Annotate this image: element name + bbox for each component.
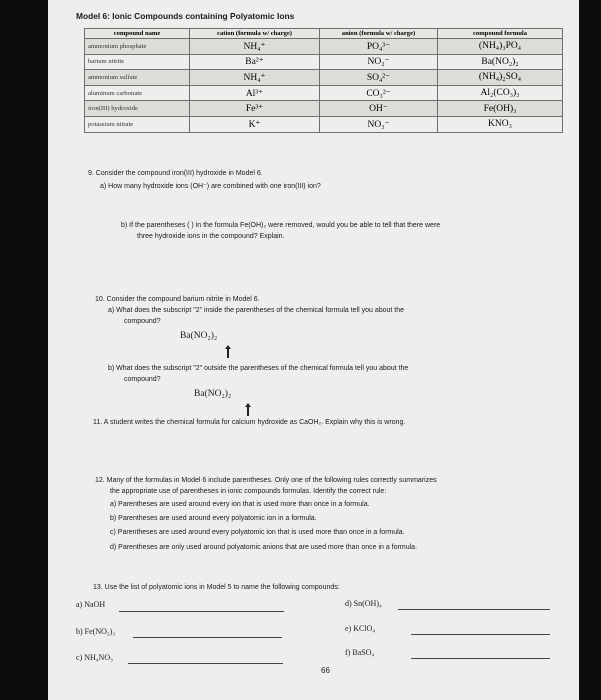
q9-part-b-line2: three hydroxide ions in the compound? Explain. [137, 233, 285, 240]
q10-stem: 10. Consider the compound barium nitrite in Model 6. [95, 296, 260, 303]
q13-item-c: c) NH₄NO₃ [76, 653, 113, 662]
cell-cation: Ba²⁺ [190, 54, 320, 70]
q13-answer-line-c[interactable] [128, 663, 283, 664]
cell-name: aluminum carbonate [85, 85, 190, 101]
header-anion: anion (formula w/ charge) [320, 29, 438, 39]
cell-formula: (NH₄)₃PO₄ [438, 39, 563, 55]
cell-name: ammonium phosphate [85, 39, 190, 55]
cell-formula: KNO₃ [438, 116, 563, 132]
arrow-inside-subscript [227, 348, 229, 358]
q11-text: 11. A student writes the chemical formula for calcium hydroxide as CaOH₂. Explain why this is wrong. [93, 419, 406, 426]
cell-formula: Fe(OH)₃ [438, 101, 563, 117]
cell-formula: (NH₄)₂SO₄ [438, 70, 563, 86]
q13-item-a: a) NaOH [76, 600, 106, 609]
q12-option-d: d) Parentheses are only used around polyatomic anions that are used more than once in a formula. [110, 544, 418, 551]
cell-anion: PO₄³⁻ [320, 39, 438, 55]
cell-name: potassium nitrate [85, 116, 190, 132]
q12-option-a: a) Parentheses are used around every ion that is used more than once in a formula. [110, 501, 370, 508]
header-compound-formula: compound formula [438, 29, 563, 39]
ion-table [84, 28, 563, 133]
cell-anion: OH⁻ [320, 101, 438, 117]
q13-item-f: f) BaSO₄ [345, 648, 375, 657]
header-compound-name: compound name [85, 29, 190, 39]
table-row [85, 70, 563, 86]
q10-part-a-line2: compound? [124, 318, 161, 325]
q12-stem-line1: 12. Many of the formulas in Model 6 include parentheses. Only one of the following rules correctly summarizes [95, 477, 437, 484]
cell-name: ammonium sulfate [85, 70, 190, 86]
q10-part-b-line2: compound? [124, 376, 161, 383]
table-row [85, 54, 563, 70]
q9-stem: 9. Consider the compound iron(III) hydroxide in Model 6. [88, 170, 263, 177]
cell-cation: NH₄⁺ [190, 70, 320, 86]
q13-answer-line-b[interactable] [133, 637, 282, 638]
cell-formula: Al₂(CO₃)₃ [438, 85, 563, 101]
model-title: Model 6: Ionic Compounds containing Polyatomic Ions [76, 11, 295, 21]
cell-name: barium nitrite [85, 54, 190, 70]
q12-option-c: c) Parentheses are used around every polyatomic ion that is used more than once in a formula. [110, 529, 405, 536]
q10-part-b-line1: b) What does the subscript "2" outside the parentheses of the chemical formula tell you about the [108, 365, 409, 372]
q13-answer-line-d[interactable] [398, 609, 550, 610]
cell-cation: Al³⁺ [190, 85, 320, 101]
q10-formula-a: Ba(NO₂)₂ [180, 331, 218, 341]
cell-anion: CO₃²⁻ [320, 85, 438, 101]
q9-part-b-line1: b) If the parentheses ( ) in the formula Fe(OH)₃ were removed, would you be able to tell that there were [121, 222, 441, 229]
q13-answer-line-f[interactable] [411, 658, 550, 659]
q13-item-d: d) Sn(OH)₄ [345, 599, 382, 608]
q10-formula-b: Ba(NO₂)₂ [194, 389, 232, 399]
cell-anion: NO₃⁻ [320, 116, 438, 132]
cell-name: iron(III) hydroxide [85, 101, 190, 117]
cell-cation: Fe³⁺ [190, 101, 320, 117]
q12-option-b: b) Parentheses are used around every polyatomic ion in a formula. [110, 515, 317, 522]
page-number: 66 [321, 666, 330, 675]
q13-item-b: b) Fe(NO₃)₃ [76, 627, 116, 636]
cell-formula: Ba(NO₂)₂ [438, 54, 563, 70]
cell-anion: SO₄²⁻ [320, 70, 438, 86]
table-row [85, 101, 563, 117]
q13-answer-line-a[interactable] [119, 611, 284, 612]
cell-anion: NO₂⁻ [320, 54, 438, 70]
cell-cation: K⁺ [190, 116, 320, 132]
cell-cation: NH₄⁺ [190, 39, 320, 55]
table-header-row [85, 29, 563, 39]
q9-part-a: a) How many hydroxide ions (OH⁻) are combined with one iron(III) ion? [100, 183, 321, 190]
arrow-outside-subscript [247, 406, 249, 416]
q13-answer-line-e[interactable] [411, 634, 550, 635]
q10-part-a-line1: a) What does the subscript "2" inside the parentheses of the chemical formula tell you about the [108, 307, 405, 314]
q13-stem: 13. Use the list of polyatomic ions in Model 5 to name the following compounds: [93, 584, 340, 591]
table-row [85, 39, 563, 55]
table-row [85, 116, 563, 132]
table-row [85, 85, 563, 101]
header-cation: cation (formula w/ charge) [190, 29, 320, 39]
q12-stem-line2: the appropriate use of parentheses in ionic compounds formulas. Identify the correct rule: [110, 488, 387, 495]
q13-item-e: e) KClO₄ [345, 624, 376, 633]
